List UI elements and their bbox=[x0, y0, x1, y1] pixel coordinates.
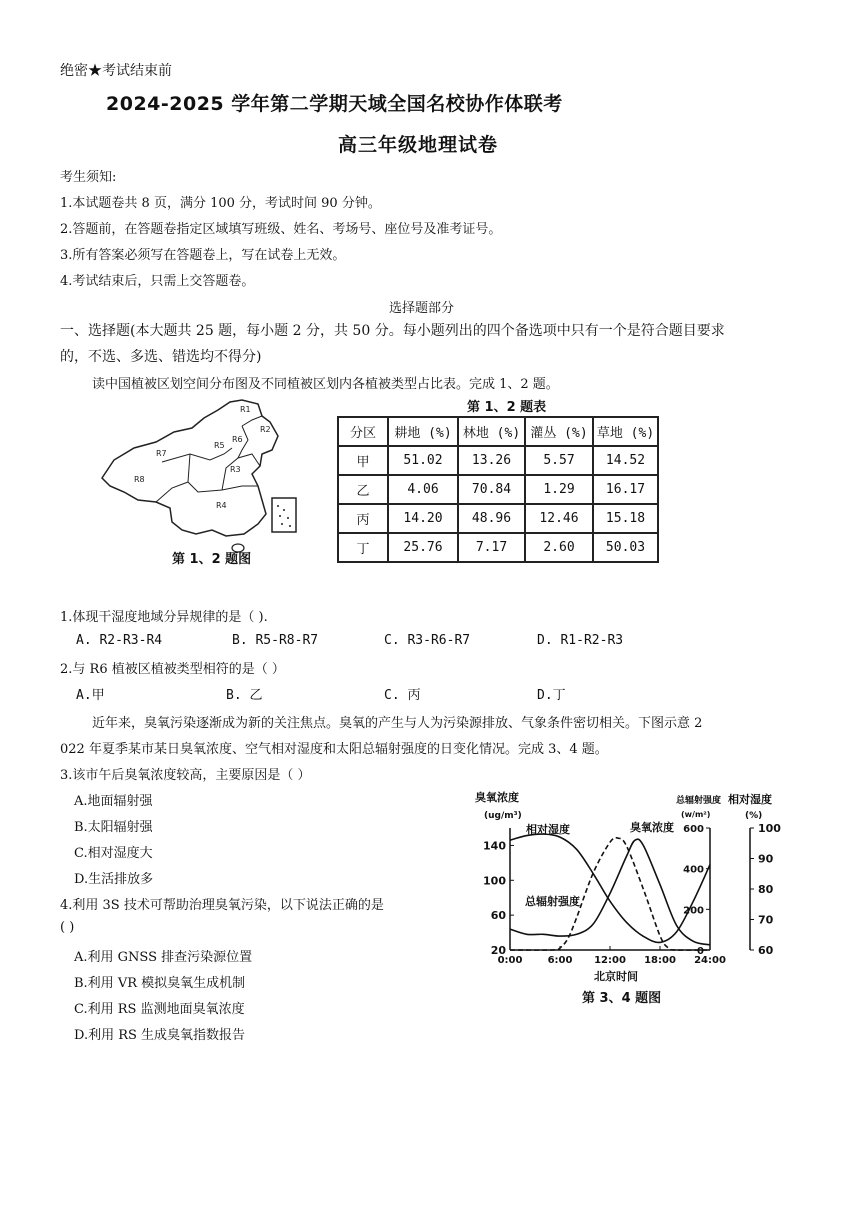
x-tick-label: 24:00 bbox=[694, 955, 726, 966]
table-header-cell: 耕地 (%) bbox=[388, 417, 458, 446]
q1-option-a[interactable]: A. R2-R3-R4 bbox=[76, 633, 163, 648]
radiation-tick-label: 200 bbox=[683, 905, 704, 917]
table-cell: 甲 bbox=[338, 446, 388, 475]
humidity-tick-label: 80 bbox=[758, 883, 774, 896]
series-label-humidity: 相对湿度 bbox=[526, 823, 570, 836]
notice-heading: 考生须知: bbox=[60, 170, 117, 185]
ozone-axis-unit: (ug/m³) bbox=[484, 811, 522, 821]
radiation-tick-label: 400 bbox=[683, 864, 704, 876]
q3-stem: 3.该市午后臭氧浓度较高，主要原因是（ ） bbox=[60, 768, 311, 783]
q2-option-d[interactable]: D.丁 bbox=[537, 688, 566, 703]
humidity-tick-label: 90 bbox=[758, 852, 774, 866]
x-tick-label: 18:00 bbox=[644, 955, 676, 966]
region-boundary bbox=[162, 448, 232, 462]
q1-option-b[interactable]: B. R5-R8-R7 bbox=[232, 633, 319, 648]
region-label-r1: R1 bbox=[240, 405, 251, 414]
region-boundary bbox=[242, 416, 262, 426]
humidity-tick-label: 70 bbox=[758, 913, 774, 927]
q4-stem: 4.利用 3S 技术可帮助治理臭氧污染，以下说法正确的是 bbox=[60, 898, 384, 913]
table-cell: 12.46 bbox=[525, 504, 593, 533]
q4-option-d[interactable]: D.利用 RS 生成臭氧指数报告 bbox=[74, 1028, 246, 1043]
q4-option-c[interactable]: C.利用 RS 监测地面臭氧浓度 bbox=[74, 1002, 245, 1017]
table-cell: 丙 bbox=[338, 504, 388, 533]
ozone-tick-label: 20 bbox=[490, 944, 506, 957]
humidity-tick-label: 100 bbox=[758, 822, 781, 835]
notice-item: 1.本试题卷共 8 页，满分 100 分，考试时间 90 分钟。 bbox=[60, 196, 381, 211]
table-cell: 16.17 bbox=[593, 475, 658, 504]
table-header-cell: 分区 bbox=[338, 417, 388, 446]
paper-subtitle: 高三年级地理试卷 bbox=[338, 134, 499, 156]
ozone-line bbox=[510, 839, 710, 945]
table-cell: 51.02 bbox=[388, 446, 458, 475]
series-label-radiation: 总辐射强度 bbox=[525, 895, 580, 908]
table-caption: 第 1、2 题表 bbox=[467, 400, 547, 415]
table-cell: 15.18 bbox=[593, 504, 658, 533]
table-cell: 25.76 bbox=[388, 533, 458, 562]
south-china-sea-inset bbox=[272, 498, 296, 532]
table-row bbox=[338, 446, 658, 475]
notice-item: 2.答题前，在答题卷指定区域填写班级、姓名、考场号、座位号及准考证号。 bbox=[60, 222, 502, 237]
notice-item: 4.考试结束后，只需上交答题卷。 bbox=[60, 274, 255, 289]
region-label-r3: R3 bbox=[230, 465, 241, 474]
notice-item: 3.所有答案必须写在答题卷上，写在试卷上无效。 bbox=[60, 248, 346, 263]
ozone-diurnal-chart bbox=[470, 784, 810, 1014]
china-vegetation-map bbox=[92, 396, 314, 572]
q1-stem: 1.体现干湿度地域分异规律的是（ ). bbox=[60, 610, 268, 625]
table-row bbox=[338, 475, 658, 504]
section-label: 选择题部分 bbox=[389, 301, 455, 316]
q34-intro-cont: 022 年夏季某市某日臭氧浓度、空气相对湿度和太阳总辐射强度的日变化情况。完成 3、4 题。 bbox=[60, 742, 608, 757]
q4-stem-cont: ( ) bbox=[60, 920, 75, 935]
table-cell: 2.60 bbox=[525, 533, 593, 562]
region-label-r4: R4 bbox=[216, 501, 227, 510]
table-cell: 50.03 bbox=[593, 533, 658, 562]
q2-option-a[interactable]: A.甲 bbox=[76, 688, 105, 703]
region-label-r5: R5 bbox=[214, 441, 225, 450]
exam-title: 2024-2025 学年第二学期天域全国名校协作体联考 bbox=[106, 93, 563, 115]
table-cell: 4.06 bbox=[388, 475, 458, 504]
q3-option-d[interactable]: D.生活排放多 bbox=[74, 872, 154, 887]
humidity-tick-label: 60 bbox=[758, 944, 774, 957]
ozone-tick-label: 140 bbox=[483, 839, 506, 853]
radiation-tick-label: 600 bbox=[683, 824, 704, 835]
radiation-axis-unit: (w/m²) bbox=[681, 810, 711, 819]
ozone-axis-label: 臭氧浓度 bbox=[475, 791, 519, 804]
q34-intro: 近年来，臭氧污染逐渐成为新的关注焦点。臭氧的产生与人为污染源排放、气象条件密切相关。下图示意 2 bbox=[92, 716, 703, 731]
q1-option-d[interactable]: D. R1-R2-R3 bbox=[537, 633, 624, 648]
table-header-cell: 灌丛 (%) bbox=[525, 417, 593, 446]
ozone-tick-label: 100 bbox=[483, 874, 506, 888]
x-tick-label: 0:00 bbox=[497, 955, 523, 966]
table-header-row bbox=[338, 417, 658, 446]
table-cell: 5.57 bbox=[525, 446, 593, 475]
region-label-r2: R2 bbox=[260, 425, 271, 434]
humidity-line bbox=[510, 834, 710, 942]
map-caption: 第 1、2 题图 bbox=[172, 552, 252, 567]
humidity-axis-label: 相对湿度 bbox=[728, 793, 772, 806]
table-cell: 48.96 bbox=[458, 504, 525, 533]
humidity-axis-unit: (%) bbox=[745, 811, 763, 821]
chart-caption: 第 3、4 题图 bbox=[582, 991, 662, 1006]
x-axis-label: 北京时间 bbox=[594, 970, 638, 983]
table-cell: 1.29 bbox=[525, 475, 593, 504]
radiation-tick-label: 0 bbox=[697, 946, 704, 957]
table-cell: 13.26 bbox=[458, 446, 525, 475]
q4-option-a[interactable]: A.利用 GNSS 排查污染源位置 bbox=[74, 950, 253, 965]
region-label-r6: R6 bbox=[232, 435, 243, 444]
q12-intro: 读中国植被区划空间分布图及不同植被区划内各植被类型占比表。完成 1、2 题。 bbox=[92, 377, 559, 392]
table-header-cell: 林地 (%) bbox=[458, 417, 525, 446]
table-row bbox=[338, 504, 658, 533]
table-cell: 70.84 bbox=[458, 475, 525, 504]
table-cell: 14.20 bbox=[388, 504, 458, 533]
section-instructions: 一、选择题(本大题共 25 题，每小题 2 分，共 50 分。每小题列出的四个备选项中只有一个是符合题目要求 bbox=[60, 323, 725, 339]
q3-option-c[interactable]: C.相对湿度大 bbox=[74, 846, 153, 861]
table-cell: 丁 bbox=[338, 533, 388, 562]
table-row bbox=[338, 533, 658, 562]
table-cell: 7.17 bbox=[458, 533, 525, 562]
q4-option-b[interactable]: B.利用 VR 模拟臭氧生成机制 bbox=[74, 976, 246, 991]
q2-option-c[interactable]: C. 丙 bbox=[384, 688, 421, 703]
q3-option-a[interactable]: A.地面辐射强 bbox=[74, 794, 153, 809]
x-tick-label: 6:00 bbox=[547, 955, 573, 966]
q2-option-b[interactable]: B. 乙 bbox=[226, 688, 263, 703]
section-instructions-cont: 的，不选、多选、错选均不得分) bbox=[60, 349, 262, 365]
secret-label: 绝密★考试结束前 bbox=[60, 63, 172, 79]
q1-option-c[interactable]: C. R3-R6-R7 bbox=[384, 633, 471, 648]
radiation-axis-label: 总辐射强度 bbox=[676, 796, 722, 806]
region-boundary bbox=[156, 482, 188, 502]
q3-option-b[interactable]: B.太阳辐射强 bbox=[74, 820, 153, 835]
q2-stem: 2.与 R6 植被区植被类型相符的是（ ） bbox=[60, 662, 285, 677]
table-cell: 乙 bbox=[338, 475, 388, 504]
table-cell: 14.52 bbox=[593, 446, 658, 475]
series-label-ozone: 臭氧浓度 bbox=[630, 821, 674, 834]
table-header-cell: 草地 (%) bbox=[593, 417, 658, 446]
ozone-tick-label: 60 bbox=[490, 909, 506, 923]
x-tick-label: 12:00 bbox=[594, 955, 626, 966]
vegetation-table bbox=[337, 416, 659, 563]
region-label-r8: R8 bbox=[134, 475, 145, 484]
region-label-r7: R7 bbox=[156, 449, 167, 458]
